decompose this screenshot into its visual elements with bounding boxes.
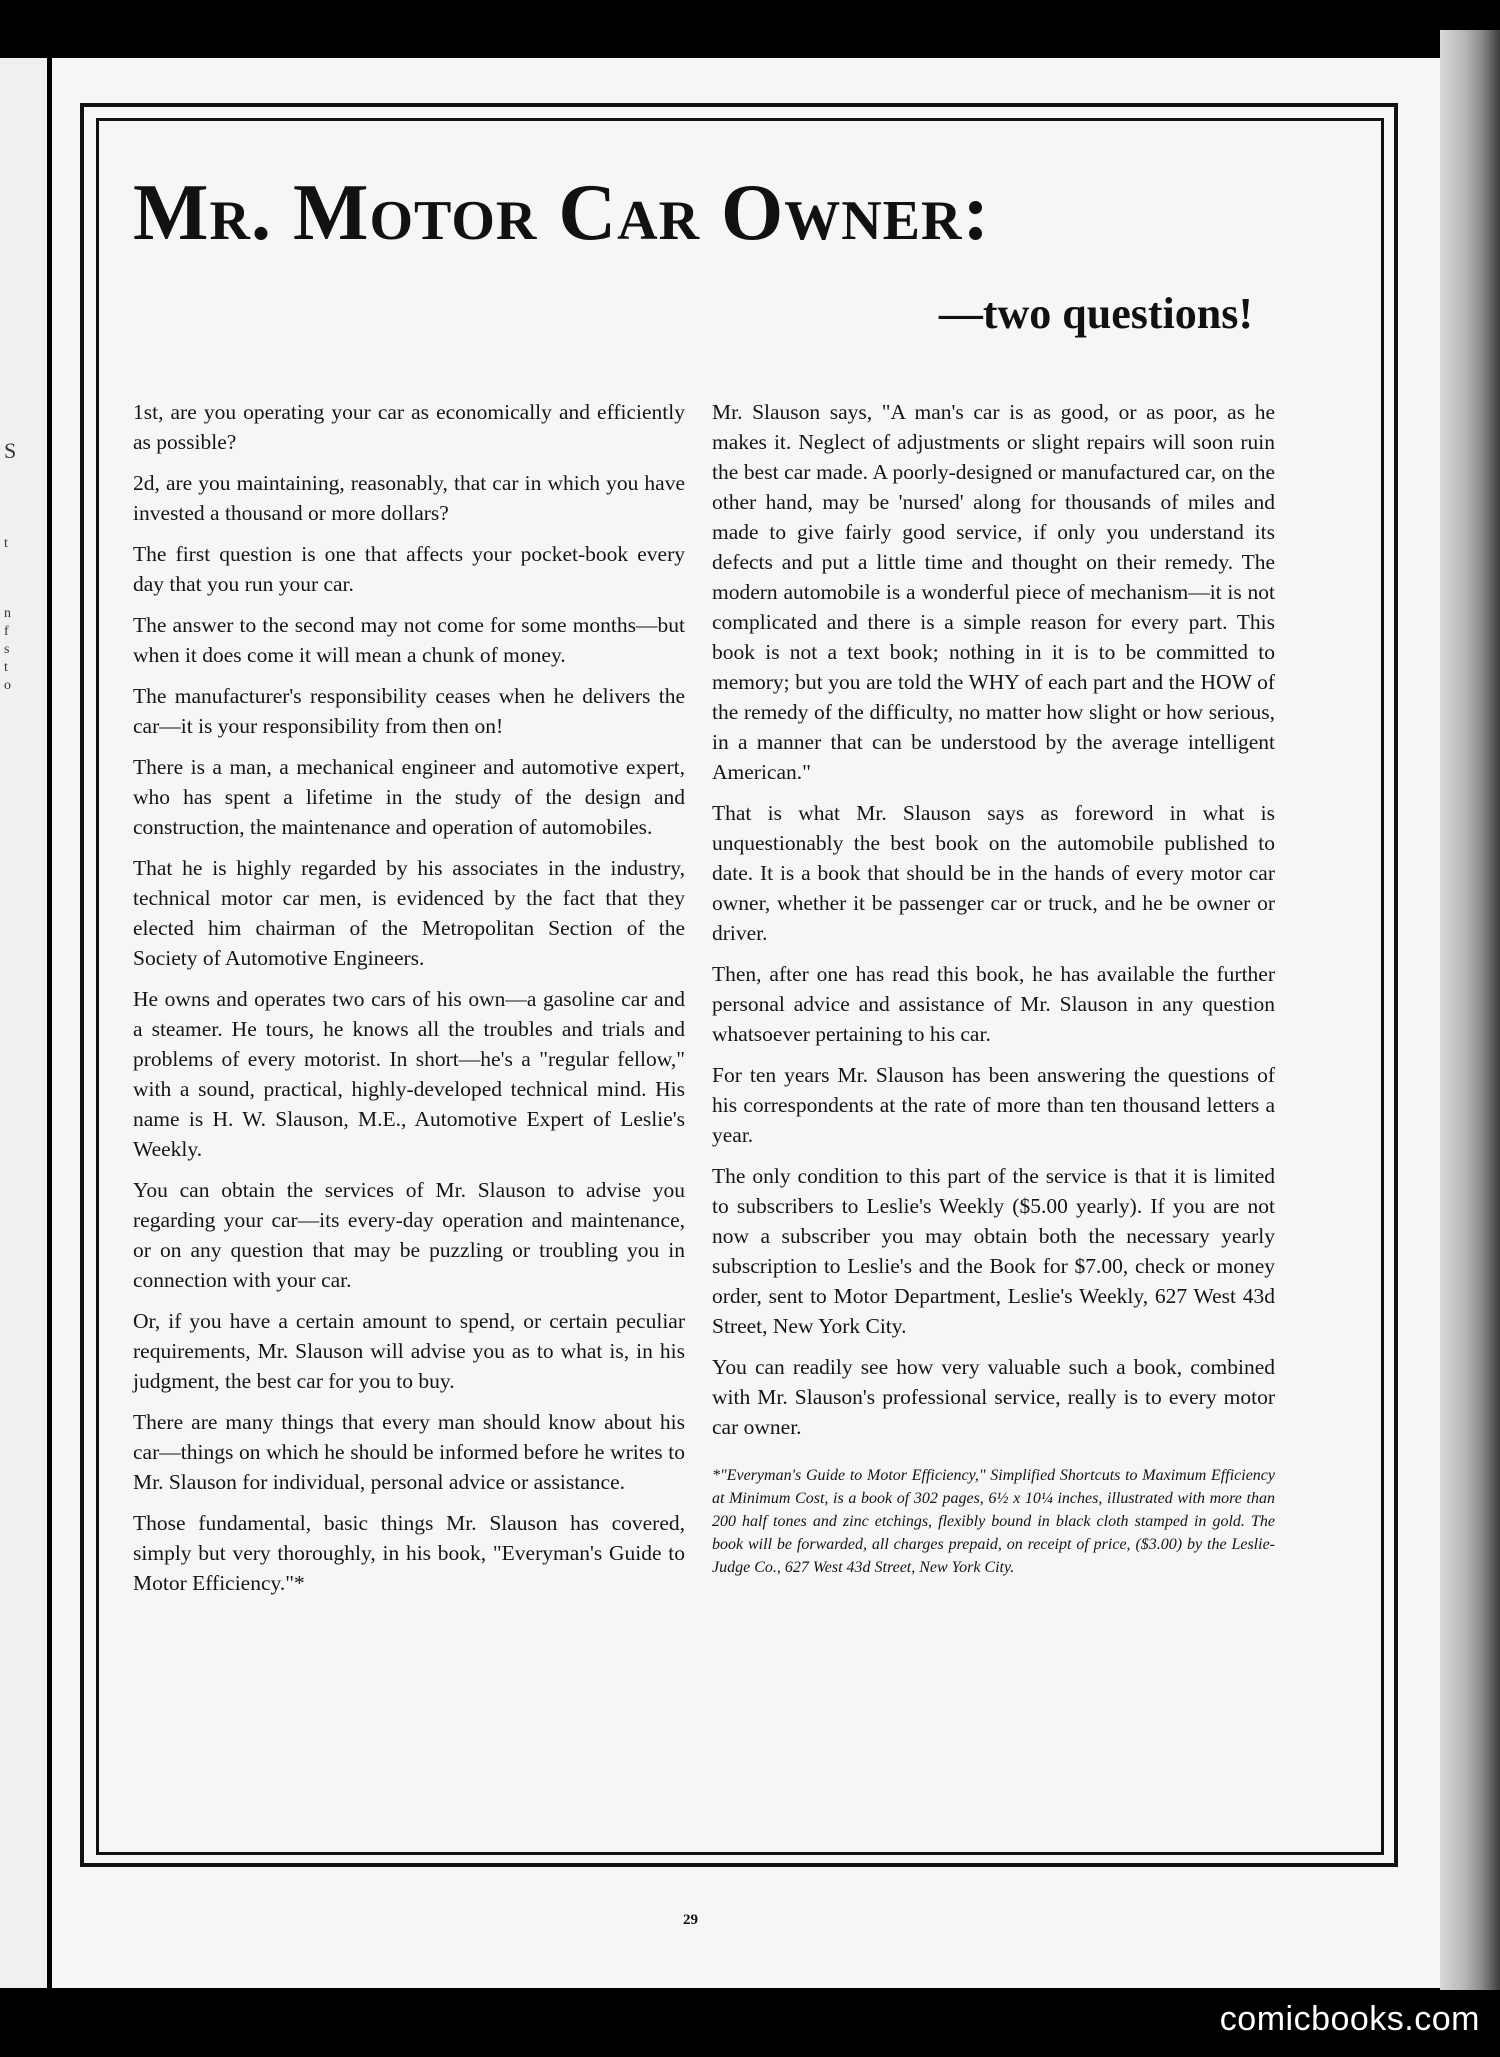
paragraph: There is a man, a mechanical engineer and automotive expert, who has spent a lifetime in the study of the design and construction, the maintenance and operation of automobiles. xyxy=(133,755,685,839)
left-column xyxy=(133,397,685,1609)
prev-page-fragment: S xyxy=(4,438,17,463)
paragraph: Mr. Slauson says, "A man's car is as good, or as poor, as he makes it. Neglect of adjustments or slight repairs will soon ruin the best car made. A poorly-designed or manufactured car, on the other hand, may be 'nursed' along for thousands of miles and made to give fairly good service, if only you understand its defects and put a little time and thought on their remedy. The modern automobile is a wonderful piece of mechanism—it is not complicated and there is a simple reason for every part. This book is not a text book; nothing in it is to be committed to memory; but you are told the WHY of each part and the HOW of the remedy of the difficulty, no matter how slight or how serious, in a manner that can be understood by the average intelligent American." xyxy=(712,400,1275,784)
prev-page-fragment: f xyxy=(4,624,9,639)
prev-page-fragment: t xyxy=(4,536,8,551)
footnote: *"Everyman's Guide to Motor Efficiency," Simplified Shortcuts to Maximum Efficiency at Minimum Cost, is a book of 302 pages, 6½ x 10¼ inches, illustrated with more than 200 half tones and zinc etchings, flexibly bound in black cloth stamped in gold. The book will be forwarded, all charges prepaid, on receipt of price, ($3.00) by the Leslie-Judge Co., 627 West 43d Street, New York City. xyxy=(712,1467,1275,1576)
headline: Mr. Motor Car Owner: xyxy=(133,169,991,257)
prev-page-fragment: o xyxy=(4,678,11,693)
paragraph: He owns and operates two cars of his own—a gasoline car and a steamer. He tours, he knows all the troubles and trials and problems of every motorist. In short—he's a "regular fellow," with a sound, practical, highly-developed technical mind. His name is H. W. Slauson, M.E., Automotive Expert of Leslie's Weekly. xyxy=(133,987,685,1161)
paragraph: The answer to the second may not come for some months—but when it does come it will mean a chunk of money. xyxy=(133,613,685,667)
paragraph: 2d, are you maintaining, reasonably, that car in which you have invested a thousand or more dollars? xyxy=(133,471,685,525)
paragraph: The first question is one that affects your pocket-book every day that you run your car. xyxy=(133,542,685,596)
paragraph: Then, after one has read this book, he has available the further personal advice and assistance of Mr. Slauson in any question whatsoever pertaining to his car. xyxy=(712,962,1275,1046)
page-number: 29 xyxy=(683,1912,698,1928)
paragraph: For ten years Mr. Slauson has been answering the questions of his correspondents at the rate of more than ten thousand letters a year. xyxy=(712,1063,1275,1147)
paragraph: The manufacturer's responsibility ceases when he delivers the car—it is your responsibility from then on! xyxy=(133,684,685,738)
paragraph: That he is highly regarded by his associates in the industry, technical motor car men, is evidenced by the fact that they elected him chairman of the Metropolitan Section of the Society of Automotive Engineers. xyxy=(133,856,685,970)
paragraph: Or, if you have a certain amount to spend, or certain peculiar requirements, Mr. Slauson will advise you as to what is, in his judgment, the best car for you to buy. xyxy=(133,1309,685,1393)
site-watermark: comicbooks.com xyxy=(1219,2000,1480,2038)
subheadline: —two questions! xyxy=(938,289,1253,338)
paragraph: Those fundamental, basic things Mr. Slauson has covered, simply but very thoroughly, in his book, "Everyman's Guide to Motor Efficiency."* xyxy=(133,1511,685,1595)
prev-page-fragment: t xyxy=(4,660,8,675)
paragraph: 1st, are you operating your car as economically and efficiently as possible? xyxy=(133,400,685,454)
binding-shadow xyxy=(1440,30,1500,1990)
paragraph: The only condition to this part of the service is that it is limited to subscribers to Leslie's Weekly ($5.00 yearly). If you are not now a subscriber you may obtain both the necessary yearly subscription to Leslie's and the Book for $7.00, check or money order, sent to Motor Department, Leslie's Weekly, 627 West 43d Street, New York City. xyxy=(712,1164,1275,1338)
prev-page-fragment: n xyxy=(4,606,11,621)
paragraph: That is what Mr. Slauson says as foreword in what is unquestionably the best book on the automobile published to date. It is a book that should be in the hands of every motor car owner, whether it be passenger car or truck, and he be owner or driver. xyxy=(712,801,1275,945)
right-column xyxy=(712,397,1275,1590)
paragraph: You can readily see how very valuable such a book, combined with Mr. Slauson's professional service, really is to every motor car owner. xyxy=(712,1355,1275,1439)
prev-page-fragment: s xyxy=(4,642,10,657)
previous-page-edge xyxy=(0,58,47,1988)
paragraph: You can obtain the services of Mr. Slauson to advise you regarding your car—its every-day operation and maintenance, or on any question that may be puzzling or troubling you in connection with your car. xyxy=(133,1178,685,1292)
paragraph: There are many things that every man should know about his car—things on which he should be informed before he writes to Mr. Slauson for individual, personal advice or assistance. xyxy=(133,1410,685,1494)
